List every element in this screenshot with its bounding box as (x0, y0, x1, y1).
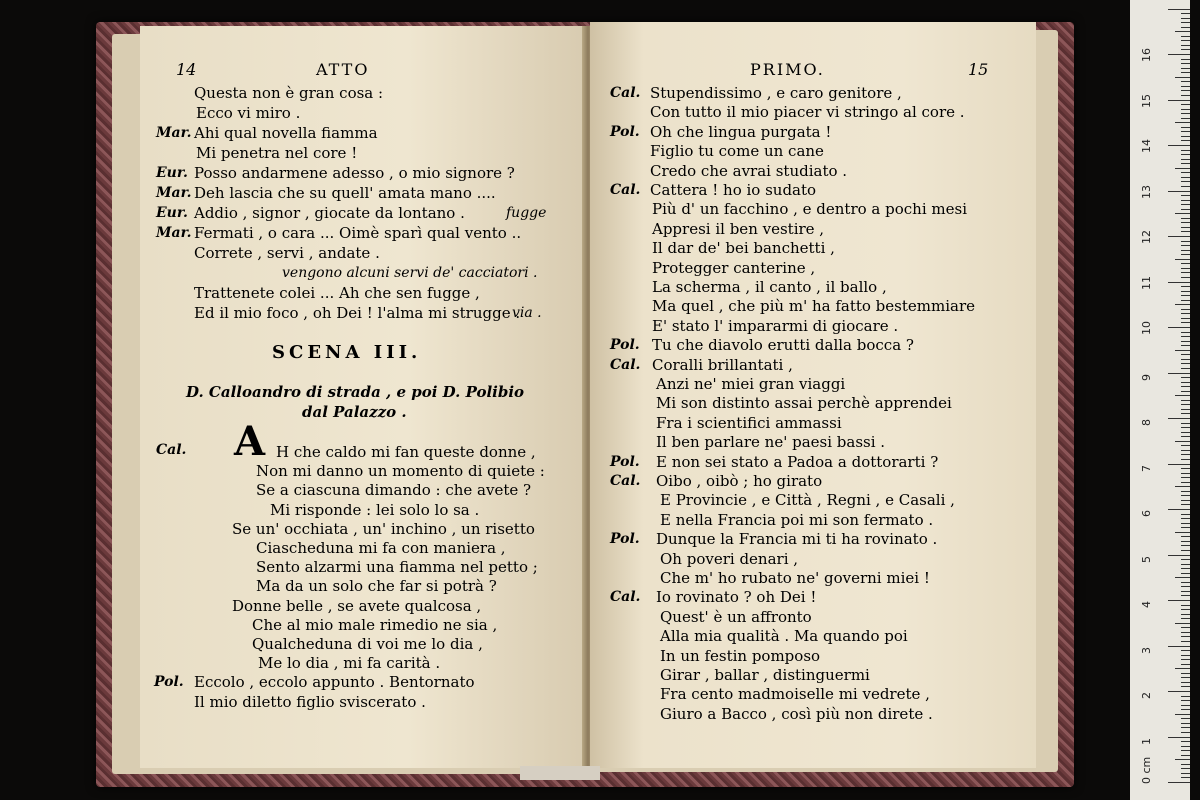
ruler-tick (1181, 627, 1190, 628)
verse-line: H che caldo mi fan queste donne , (276, 443, 536, 461)
ruler-tick (1181, 732, 1190, 733)
ruler-tick (1181, 186, 1190, 187)
speaker-label: Cal. (610, 356, 641, 373)
speaker-label: Cal. (610, 473, 641, 489)
ruler-tick (1181, 341, 1190, 342)
verse-line: Coralli brillantati , (652, 355, 793, 374)
ruler-tick (1181, 409, 1190, 410)
ruler-tick (1181, 468, 1190, 469)
ruler-tick (1181, 40, 1190, 41)
ruler-tick (1168, 327, 1190, 328)
verse-line: Cattera ! ho io sudato (650, 181, 817, 199)
ruler-tick (1181, 245, 1190, 246)
ruler-tick (1181, 445, 1190, 446)
verse-line: Il mio diletto figlio svisceratо . (194, 692, 426, 711)
ruler-tick (1181, 495, 1190, 496)
ruler-number: 2 (1140, 692, 1153, 699)
ruler-tick (1181, 459, 1190, 460)
ruler-tick (1181, 545, 1190, 546)
ruler-number: 8 (1140, 419, 1153, 426)
ruler-unit-label: 0 cm (1140, 756, 1153, 784)
ruler-tick (1168, 373, 1190, 374)
ruler-tick (1181, 591, 1190, 592)
ruler-tick (1175, 31, 1190, 32)
ruler-tick (1168, 509, 1190, 510)
speaker-label: Pol. (610, 453, 640, 470)
ruler-tick (1181, 573, 1190, 574)
ruler-tick (1181, 354, 1190, 355)
ruler-tick (1181, 400, 1190, 401)
ruler-tick (1168, 782, 1190, 783)
ruler-tick (1181, 568, 1190, 569)
ruler-tick (1175, 213, 1190, 214)
verse-line: Sento alzarmi una fiamma nel petto ; (256, 558, 538, 577)
ruler-tick (1181, 550, 1190, 551)
left-running-head: ATTO (316, 60, 370, 79)
ruler-number: 1 (1140, 737, 1153, 745)
ruler-tick (1181, 746, 1190, 747)
ruler-tick (1181, 427, 1190, 428)
ruler-tick (1181, 13, 1190, 14)
verse-line: Che m' ho rubato ne' governi miei ! (660, 569, 930, 587)
ruler-tick (1181, 595, 1190, 596)
verse-line: Ciascheduna mi fa con maniera , (256, 539, 506, 557)
ruler-tick (1181, 377, 1190, 378)
ruler-tick (1181, 109, 1190, 110)
speaker-label: Mar. (156, 185, 192, 201)
ruler-tick (1181, 404, 1190, 405)
verse-line: Appresi il ben vestire , (652, 219, 825, 238)
scene-title: SCENA III. (272, 342, 422, 363)
verse-line: E' stato l' impararmi di giocare . (652, 316, 899, 335)
ruler-tick (1168, 9, 1190, 10)
ruler-tick (1175, 168, 1190, 169)
ruler-tick (1181, 582, 1190, 583)
ruler-tick (1181, 81, 1190, 82)
ruler-tick (1175, 350, 1190, 351)
ruler-tick (1181, 686, 1190, 687)
ruler-tick (1181, 768, 1190, 769)
verse-line: Fermati , o cara ... Oimè sparì qual vento .. (194, 224, 522, 242)
ruler-tick (1181, 27, 1190, 28)
speaker-label: Eur. (156, 205, 188, 221)
verse-line: vengono alcuni servi de' cacciatori . (282, 265, 538, 281)
ruler-tick (1168, 691, 1190, 692)
verse-line: Mi penetra nel core ! (196, 144, 358, 162)
ruler-tick (1181, 773, 1190, 774)
ruler-number: 14 (1140, 139, 1153, 153)
ruler-tick (1175, 486, 1190, 487)
ruler-tick (1181, 322, 1190, 323)
verse-line: Qualcheduna di voi me lo dia , (252, 635, 483, 653)
verse-line: Oh che lingua purgata ! (650, 122, 832, 141)
ruler-tick (1181, 241, 1190, 242)
verse-line: Ed il mio foco , oh Dei ! l'alma mi strugge . (194, 304, 521, 322)
speaker-label: Cal. (156, 442, 187, 458)
verse-line: Me lo dia , mi fa carità . (258, 654, 441, 673)
ruler-tick (1168, 646, 1190, 647)
ruler-number: 15 (1140, 93, 1153, 108)
verse-line: Credo che avrai studiato . (650, 161, 848, 180)
ruler-tick (1175, 441, 1190, 442)
ruler-tick (1168, 145, 1190, 146)
ruler-tick (1181, 63, 1190, 64)
ruler-tick (1181, 527, 1190, 528)
ruler-tick (1181, 750, 1190, 751)
verse-line: Addio , signor , giocate da lontano . (194, 204, 465, 222)
speaker-label: Pol. (610, 123, 640, 140)
ruler-tick (1181, 609, 1190, 610)
ruler-tick (1181, 291, 1190, 292)
ruler-tick (1181, 723, 1190, 724)
right-page-number: 15 (968, 60, 989, 79)
verse-line: Dunque la Francia mi ti ha rovinato . (656, 530, 938, 549)
ruler-tick (1175, 577, 1190, 578)
ruler-tick (1181, 413, 1190, 414)
ruler-tick (1181, 222, 1190, 223)
ruler-number: 11 (1140, 275, 1153, 290)
ruler-tick (1175, 395, 1190, 396)
ruler-tick (1181, 491, 1190, 492)
verse-line: Il dar de' bei banchetti , (652, 239, 835, 258)
ruler-tick (1181, 705, 1190, 706)
ruler-tick (1181, 673, 1190, 674)
ruler-tick (1181, 263, 1190, 264)
verse-line: Ma da un solo che far si potrà ? (256, 577, 497, 596)
verse-line: Ahi qual novella fiamma (194, 124, 378, 142)
ruler-tick (1181, 254, 1190, 255)
ruler-tick (1175, 304, 1190, 305)
ruler-tick (1175, 668, 1190, 669)
ruler-tick (1181, 500, 1190, 501)
ruler-tick (1181, 605, 1190, 606)
ruler-tick (1181, 159, 1190, 160)
verse-line: Alla mia qualità . Ma quando poi (660, 627, 908, 646)
ruler-tick (1181, 363, 1190, 364)
ruler-tick (1181, 454, 1190, 455)
speaker-label: Mar. (156, 125, 192, 141)
verse-line: Anzi ne' miei gran viaggi (656, 375, 846, 393)
ruler-tick (1175, 532, 1190, 533)
ruler-number: 7 (1140, 464, 1153, 472)
verse-line: Più d' un facchino , e dentro a pochi mesi (652, 200, 967, 219)
ruler-tick (1181, 272, 1190, 273)
ruler-tick (1181, 636, 1190, 637)
spine-strip (520, 766, 600, 780)
ruler-tick (1181, 777, 1190, 778)
ruler-tick (1181, 504, 1190, 505)
ruler-tick (1181, 209, 1190, 210)
ruler-tick (1181, 268, 1190, 269)
ruler-tick (1181, 423, 1190, 424)
ruler-tick (1181, 655, 1190, 656)
ruler-number: 4 (1140, 601, 1153, 608)
verse-line: Il ben parlare ne' paesi bassi . (656, 433, 886, 452)
ruler-tick (1168, 100, 1190, 101)
ruler-number: 9 (1140, 373, 1153, 381)
ruler-tick (1181, 332, 1190, 333)
ruler-tick (1181, 45, 1190, 46)
speaker-label: Cal. (610, 85, 641, 101)
ruler-tick (1168, 191, 1190, 192)
verse-line: Giuro a Bacco , così più non direte . (660, 704, 933, 723)
verse-line: Quest' è un affronto (660, 607, 812, 626)
ruler-tick (1181, 677, 1190, 678)
ruler-tick (1181, 295, 1190, 296)
ruler-tick (1181, 200, 1190, 201)
verse-line: E Provincie , e Città , Regni , e Casali , (660, 491, 955, 510)
ruler-tick (1181, 518, 1190, 519)
ruler-tick (1168, 418, 1190, 419)
stage-direction: via . (512, 305, 542, 321)
ruler-tick (1181, 391, 1190, 392)
ruler-tick (1181, 154, 1190, 155)
ruler-number: 5 (1140, 555, 1153, 563)
verse-line: E non sei stato a Padoa a dottorarti ? (656, 452, 939, 471)
ruler-tick (1168, 737, 1190, 738)
ruler-tick (1181, 218, 1190, 219)
ruler-number: 13 (1140, 184, 1153, 199)
ruler-tick (1181, 204, 1190, 205)
ruler-tick (1181, 368, 1190, 369)
ruler-tick (1181, 36, 1190, 37)
verse-line: Mi risponde : lei solo lo sa . (270, 500, 480, 519)
ruler-tick (1181, 536, 1190, 537)
speaker-label: Cal. (610, 182, 641, 198)
ruler-tick (1181, 436, 1190, 437)
ruler-tick (1181, 541, 1190, 542)
ruler-tick (1175, 714, 1190, 715)
stage-direction: fugge (506, 205, 547, 221)
ruler-tick (1181, 318, 1190, 319)
ruler-tick (1181, 136, 1190, 137)
ruler-tick (1181, 177, 1190, 178)
ruler-number: 6 (1140, 510, 1153, 517)
ruler-tick (1181, 586, 1190, 587)
ruler-tick (1181, 632, 1190, 633)
verse-line: Girar , ballar , distinguermi (660, 666, 870, 684)
verse-line: Oibo , oibò ; ho girato (656, 472, 823, 490)
scene-description-line-1: D. Calloandro di strada , e poi D. Polibio (186, 383, 525, 401)
ruler-tick (1168, 282, 1190, 283)
verse-line: Figlio tu come un cane (650, 142, 824, 161)
verse-line: Tu che diavolo erutti dalla bocca ? (652, 336, 914, 355)
ruler-tick (1168, 54, 1190, 55)
ruler-tick (1181, 227, 1190, 228)
speaker-label: Cal. (610, 589, 641, 606)
ruler-tick (1168, 464, 1190, 465)
ruler-tick (1181, 286, 1190, 287)
ruler-tick (1181, 618, 1190, 619)
speaker-label: Pol. (610, 531, 640, 548)
ruler-tick (1175, 623, 1190, 624)
ruler-tick (1181, 250, 1190, 251)
ruler-number: 3 (1140, 646, 1153, 654)
ruler-tick (1181, 181, 1190, 182)
ruler-tick (1181, 650, 1190, 651)
ruler-tick (1181, 118, 1190, 119)
verse-line: Che al mio male rimedio ne sia , (252, 615, 498, 634)
ruler-tick (1181, 277, 1190, 278)
verse-line: Stupendissimo , e caro genitore , (650, 84, 902, 102)
right-running-head: PRIMO. (750, 60, 825, 79)
ruler-tick (1181, 150, 1190, 151)
verse-line: In un festin pomposo (660, 646, 821, 665)
ruler-number: 16 (1140, 48, 1153, 62)
ruler-tick (1181, 113, 1190, 114)
ruler-tick (1181, 59, 1190, 60)
ruler-tick (1175, 122, 1190, 123)
scene-description-line-2: dal Palazzo . (302, 403, 407, 421)
ruler-tick (1181, 727, 1190, 728)
ruler-tick (1181, 432, 1190, 433)
verse-line: Se un' occhiata , un' inchino , un risetto (232, 519, 535, 538)
ruler-tick (1168, 236, 1190, 237)
verse-line: Donne belle , se avete qualcosa , (232, 596, 482, 615)
ruler-tick (1181, 72, 1190, 73)
verse-line: Fra cento madmoiselle mi vedrete , (660, 685, 930, 704)
ruler-tick (1181, 614, 1190, 615)
verse-line: Ecco vi miro . (196, 104, 301, 122)
verse-line: Ma quel , che più m' ha fatto bestemmiare (652, 297, 975, 316)
verse-line: Posso andarmene adesso , o mio signore ? (194, 164, 515, 182)
ruler-tick (1181, 700, 1190, 701)
ruler-tick (1181, 477, 1190, 478)
ruler-tick (1181, 90, 1190, 91)
ruler-tick (1181, 172, 1190, 173)
verse-line: Io rovinato ? oh Dei ! (656, 588, 817, 607)
verse-line: Questa non è gran cosa : (194, 84, 384, 102)
ruler-tick (1181, 300, 1190, 301)
ruler-tick (1181, 755, 1190, 756)
ruler-number: 10 (1140, 321, 1153, 335)
ruler-tick (1181, 741, 1190, 742)
verse-line: Con tutto il mio piacer vi stringo al core . (650, 103, 965, 122)
ruler-tick (1181, 95, 1190, 96)
verse-line: Non mi danno un momento di quiete : (256, 462, 545, 481)
ruler-tick (1168, 600, 1190, 601)
ruler-tick (1181, 163, 1190, 164)
ruler-tick (1181, 131, 1190, 132)
verse-line: Fra i scientifici ammassi (656, 413, 842, 432)
ruler-tick (1168, 555, 1190, 556)
verse-line: Mi son distinto assai perchè apprendei (656, 394, 952, 413)
speaker-label: Mar. (156, 225, 192, 241)
ruler-number: 12 (1140, 230, 1153, 244)
verse-line: Correte , servi , andate . (194, 244, 380, 262)
ruler-tick (1175, 77, 1190, 78)
left-page-number: 14 (176, 60, 197, 79)
ruler-tick (1181, 696, 1190, 697)
ruler-tick (1181, 127, 1190, 128)
ruler-tick (1181, 718, 1190, 719)
ruler-tick (1181, 482, 1190, 483)
ruler-tick (1181, 523, 1190, 524)
ruler-tick (1181, 764, 1190, 765)
ruler-tick (1175, 259, 1190, 260)
ruler-tick (1181, 49, 1190, 50)
ruler-tick (1181, 382, 1190, 383)
ruler-tick (1181, 195, 1190, 196)
ruler-tick (1181, 386, 1190, 387)
speaker-label: Eur. (156, 165, 188, 181)
verse-line: Trattenete colei ... Ah che sen fugge , (194, 284, 480, 302)
ruler-tick (1181, 140, 1190, 141)
ruler-tick (1181, 709, 1190, 710)
ruler-tick (1181, 659, 1190, 660)
verse-line: La scherma , il canto , il ballo , (652, 278, 887, 296)
ruler-tick (1181, 564, 1190, 565)
drop-cap: A (234, 418, 266, 465)
ruler-tick (1181, 450, 1190, 451)
ruler-tick (1181, 104, 1190, 105)
ruler-tick (1181, 231, 1190, 232)
ruler-tick (1181, 473, 1190, 474)
ruler-tick (1181, 86, 1190, 87)
ruler-tick (1181, 18, 1190, 19)
verse-line: Se a ciascuna dimando : che avete ? (256, 481, 532, 500)
ruler-tick (1181, 309, 1190, 310)
speaker-label: Pol. (154, 674, 184, 691)
measurement-ruler (1130, 0, 1190, 800)
verse-line: Eccolo , eccolo appunto . Bentornato (194, 673, 475, 692)
ruler-tick (1181, 68, 1190, 69)
ruler-tick (1181, 22, 1190, 23)
verse-line: E nella Francia poi mi son fermato . (660, 510, 934, 529)
ruler-tick (1175, 759, 1190, 760)
ruler-tick (1181, 359, 1190, 360)
speaker-label: Pol. (610, 337, 640, 354)
verse-line: Protegger canterine , (652, 258, 816, 277)
ruler-tick (1181, 682, 1190, 683)
ruler-tick (1181, 336, 1190, 337)
ruler-tick (1181, 641, 1190, 642)
ruler-tick (1181, 664, 1190, 665)
ruler-tick (1181, 313, 1190, 314)
ruler-tick (1181, 514, 1190, 515)
ruler-tick (1181, 559, 1190, 560)
ruler-tick (1181, 345, 1190, 346)
verse-line: Oh poveri denari , (660, 549, 799, 568)
verse-line: Deh lascia che su quell' amata mano .... (194, 184, 496, 202)
